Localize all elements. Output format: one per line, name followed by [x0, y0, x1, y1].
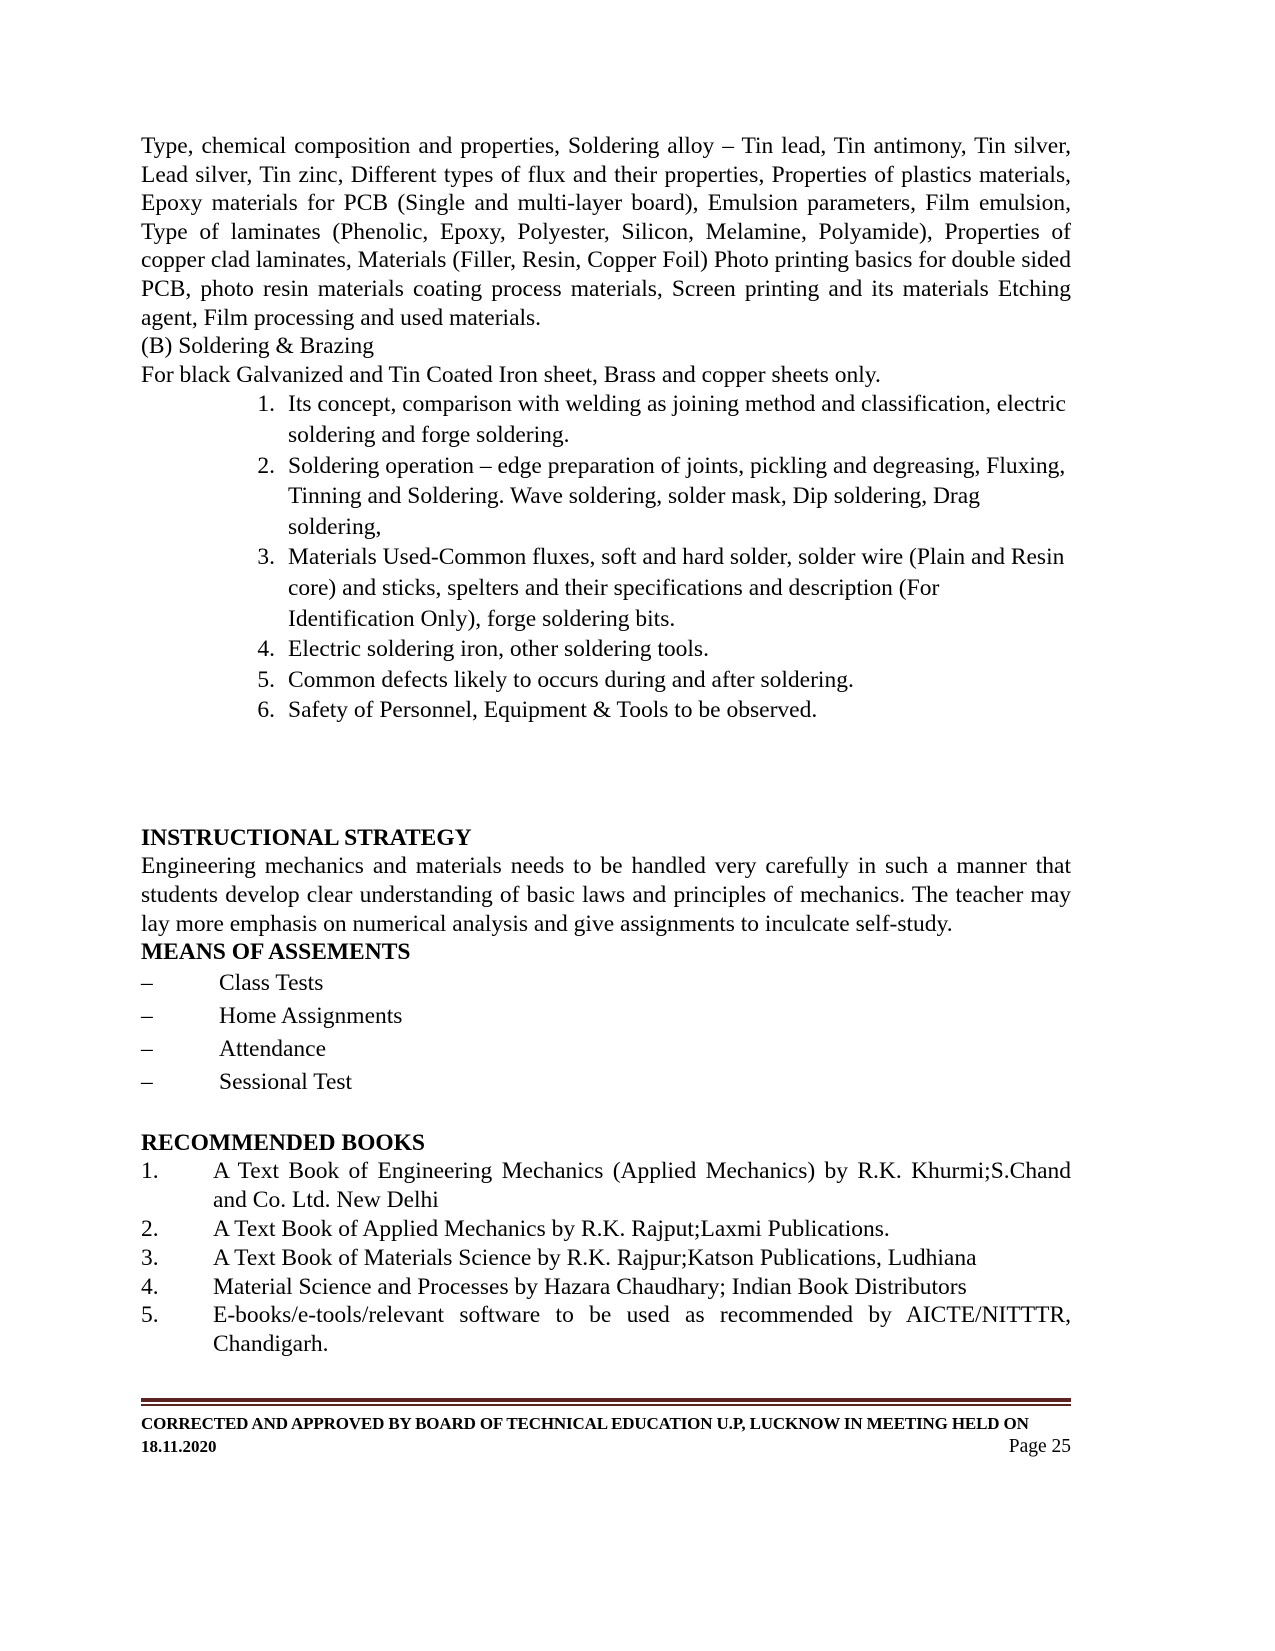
- list-item-label: Sessional Test: [219, 1068, 353, 1095]
- list-item-text: Material Science and Processes by Hazara Chaudhary; Indian Book Distributors: [213, 1273, 967, 1300]
- list-item-text: E-books/e-tools/relevant software to be used as recommended by AICTE/NITTTR, Chandigarh.: [213, 1302, 1071, 1358]
- list-item-text: Materials Used-Common fluxes, soft and hard solder, solder wire (Plain and Resin core) and sticks, spelters and their specifications and description (For Identification Only), forge soldering bits.: [288, 544, 1065, 632]
- means-of-assements-heading: MEANS OF ASSEMENTS: [141, 939, 411, 966]
- list-item-number: 1.: [257, 391, 275, 418]
- page-footer: [141, 1398, 1071, 1458]
- list-item-number: 3.: [141, 1244, 159, 1271]
- list-item-number: 6.: [257, 697, 275, 724]
- list-item-text: Soldering operation – edge preparation of joints, pickling and degreasing, Fluxing, Tinning and Soldering. Wave soldering, solder mask, Dip soldering, Drag soldering,: [288, 452, 1066, 540]
- list-item-text: A Text Book of Materials Science by R.K. Rajpur;Katson Publications, Ludhiana: [213, 1244, 977, 1271]
- dash-bullet-icon: –: [141, 969, 153, 996]
- list-item-number: 5.: [257, 666, 275, 693]
- dash-bullet-icon: –: [141, 1002, 153, 1029]
- list-item: [141, 665, 1071, 696]
- list-item: [141, 1244, 1071, 1273]
- footer-bottom-row: [141, 1436, 1071, 1458]
- list-item-label: Class Tests: [219, 969, 324, 996]
- list-item: [141, 1000, 1071, 1033]
- instructional-strategy-heading: INSTRUCTIONAL STRATEGY: [141, 824, 472, 851]
- footer-note: CORRECTED AND APPROVED BY BOARD OF TECHNICAL EDUCATION U.P, LUCKNOW IN MEETING HELD ON: [141, 1414, 1029, 1433]
- dash-bullet-icon: –: [141, 1035, 153, 1062]
- recommended-books-list: [141, 1157, 1071, 1359]
- page-content: [141, 132, 1071, 1359]
- recommended-books-heading: RECOMMENDED BOOKS: [141, 1129, 425, 1156]
- dash-bullet-icon: –: [141, 1068, 153, 1095]
- list-item: [141, 695, 1071, 726]
- list-item-text: A Text Book of Engineering Mechanics (Applied Mechanics) by R.K. Khurmi;S.Chand and Co. Ltd. New Delhi: [213, 1158, 1071, 1214]
- list-item: [141, 451, 1071, 543]
- section-b-heading: (B) Soldering & Brazing: [141, 333, 375, 360]
- list-item-number: 4.: [257, 636, 275, 663]
- list-item-number: 1.: [141, 1158, 159, 1185]
- list-item-text: A Text Book of Applied Mechanics by R.K. Rajput;Laxmi Publications.: [213, 1216, 890, 1243]
- list-item-number: 5.: [141, 1302, 159, 1329]
- list-item-text: Common defects likely to occurs during and after soldering.: [288, 666, 854, 693]
- list-item: [141, 1033, 1071, 1066]
- list-item-text: Safety of Personnel, Equipment & Tools to be observed.: [288, 697, 818, 724]
- section-spacer: [141, 726, 1071, 824]
- footer-date: 18.11.2020: [141, 1437, 217, 1456]
- instructional-strategy-paragraph: Engineering mechanics and materials needs to be handled very carefully in such a manner that students develop clear understanding of basic laws and principles of mechanics. The teacher may lay more emphasis on numerical analysis and give assignments to inculcate self-study.: [141, 853, 1071, 937]
- footer-rule-thin: [141, 1404, 1071, 1406]
- list-item: [141, 967, 1071, 1000]
- means-of-assements-list: [141, 967, 1071, 1099]
- list-item-label: Attendance: [219, 1035, 327, 1062]
- list-item: [141, 542, 1071, 634]
- list-item: [141, 1215, 1071, 1244]
- opening-paragraph: Type, chemical composition and properties, Soldering alloy – Tin lead, Tin antimony, Tin silver, Lead silver, Tin zinc, Different types of flux and their properties, Properties of plastics materials, Epoxy materials for PCB (Single and multi-layer board), Emulsion parameters, Film emulsion, Type of laminates (Phenolic, Epoxy, Polyester, Silicon, Melamine, Polyamide), Properties of copper clad laminates, Materials (Filler, Resin, Copper Foil) Photo printing basics for double sided PCB, photo resin materials coating process materials, Screen printing and its materials Etching agent, Film processing and used materials.: [141, 133, 1071, 331]
- list-item: [141, 1157, 1071, 1215]
- soldering-topics-list: [141, 389, 1071, 726]
- list-item: [141, 1066, 1071, 1099]
- list-item-number: 2.: [141, 1216, 159, 1243]
- list-item-number: 4.: [141, 1273, 159, 1300]
- list-item-text: Electric soldering iron, other soldering tools.: [288, 636, 709, 663]
- list-item-number: 2.: [257, 452, 275, 479]
- list-item-label: Home Assignments: [219, 1002, 403, 1029]
- list-item: [141, 634, 1071, 665]
- list-item: [141, 389, 1071, 450]
- section-b-lead-line: For black Galvanized and Tin Coated Iron sheet, Brass and copper sheets only.: [141, 361, 881, 388]
- list-item: [141, 1273, 1071, 1302]
- list-item-number: 3.: [257, 544, 275, 571]
- section-spacer: [141, 1099, 1071, 1129]
- page-number: Page 25: [1008, 1436, 1071, 1457]
- list-item-text: Its concept, comparison with welding as joining method and classification, electric soldering and forge soldering.: [288, 391, 1066, 448]
- list-item: [141, 1301, 1071, 1359]
